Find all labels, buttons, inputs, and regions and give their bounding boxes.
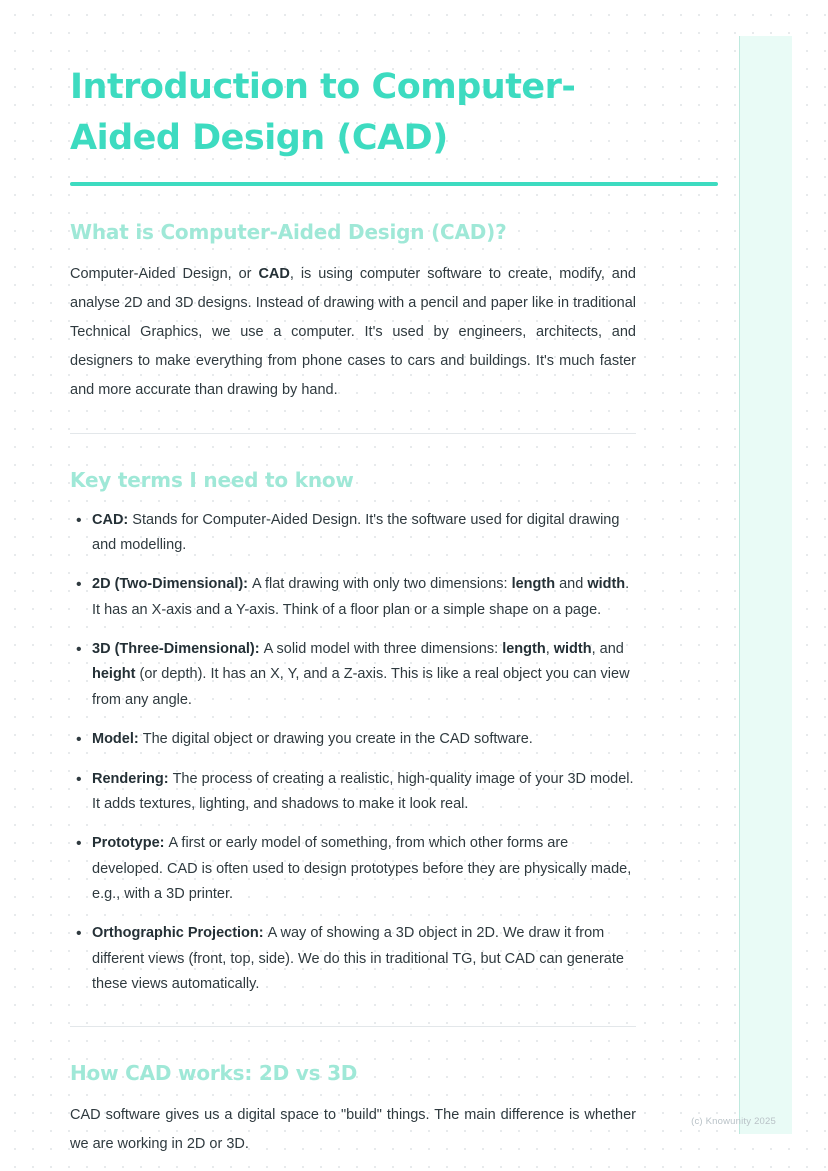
emphasis-text: 2D (Two-Dimensional): xyxy=(92,576,253,593)
plain-text: The process of creating a realistic, high-quality image of your 3D model. It adds textures, lighting, and shadows to make it look real. xyxy=(92,770,634,812)
emphasis-text: Prototype: xyxy=(92,835,169,852)
section-divider-1 xyxy=(70,433,636,434)
emphasis-text: Rendering: xyxy=(92,770,173,787)
section-heading-what-is-cad: What is Computer-Aided Design (CAD)? xyxy=(70,219,507,244)
list-item xyxy=(92,508,636,559)
section-paragraph-how-cad-works xyxy=(70,1101,636,1159)
plain-text: A first or early model of something, from which other forms are developed. CAD is often used to design prototypes before they are physically made, e.g., with a 3D printer. xyxy=(92,835,632,902)
list-item xyxy=(92,831,636,907)
section-divider-2 xyxy=(70,1026,636,1027)
right-margin-rule xyxy=(739,36,740,1134)
emphasis-text: CAD xyxy=(258,265,290,282)
emphasis-text: length xyxy=(511,576,556,593)
list-item xyxy=(92,921,636,997)
emphasis-text: width xyxy=(587,576,626,593)
plain-text: Computer-Aided Design, or xyxy=(70,265,259,282)
copyright-footer: (c) Knowunity 2025 xyxy=(691,1116,776,1127)
emphasis-text: CAD: xyxy=(92,511,133,528)
emphasis-text: Model: xyxy=(92,731,143,748)
plain-text: , is using computer software to create, modify, and analyse 2D and 3D designs. Instead of drawing with a pencil and paper like in traditional Technical Graphics, we use a computer. It's used by engineers, architects, and designers to make everything from phone cases to cars and buildings. It's much faster and more accurate than drawing by hand. xyxy=(70,265,636,398)
plain-text: The digital object or drawing you create in the CAD software. xyxy=(142,731,533,748)
document-content xyxy=(70,62,636,1159)
plain-text: A flat drawing with only two dimensions: xyxy=(252,576,512,593)
right-margin-panel xyxy=(740,36,792,1134)
emphasis-text: height xyxy=(92,666,136,683)
key-terms-list xyxy=(70,508,636,998)
list-item xyxy=(92,637,636,713)
plain-text: , and xyxy=(591,641,624,657)
emphasis-text: length xyxy=(502,641,546,657)
plain-text: A solid model with three dimensions: xyxy=(263,641,503,657)
plain-text: . It has an X-axis and a Y-axis. Think of a floor plan or a simple shape on a page. xyxy=(92,576,630,618)
emphasis-text: 3D (Three-Dimensional): xyxy=(92,641,264,657)
emphasis-text: Orthographic Projection: xyxy=(92,925,268,942)
section-heading-how-cad-works: How CAD works: 2D vs 3D xyxy=(70,1060,358,1085)
title-underline xyxy=(70,182,718,186)
plain-text: (or depth). It has an X, Y, and a Z-axis. This is like a real object you can view from any angle. xyxy=(92,666,630,708)
list-item xyxy=(92,767,636,818)
section-heading-key-terms: Key terms I need to know xyxy=(70,467,354,492)
emphasis-text: width xyxy=(553,641,592,657)
page-title: Introduction to Computer-Aided Design (CAD) xyxy=(70,67,576,158)
plain-text: Stands for Computer-Aided Design. It's the software used for digital drawing and modelling. xyxy=(92,511,620,553)
plain-text: and xyxy=(555,576,588,593)
plain-text: CAD software gives us a digital space to "build" things. The main difference is whether we are working in 2D or 3D. xyxy=(70,1106,636,1152)
plain-text: A way of showing a 3D object in 2D. We draw it from different views (front, top, side). We do this in traditional TG, but CAD can generate these views automatically. xyxy=(92,925,624,993)
plain-text: , xyxy=(545,641,554,657)
section-paragraph-what-is-cad xyxy=(70,260,636,405)
list-item xyxy=(92,727,636,752)
list-item xyxy=(92,572,636,623)
